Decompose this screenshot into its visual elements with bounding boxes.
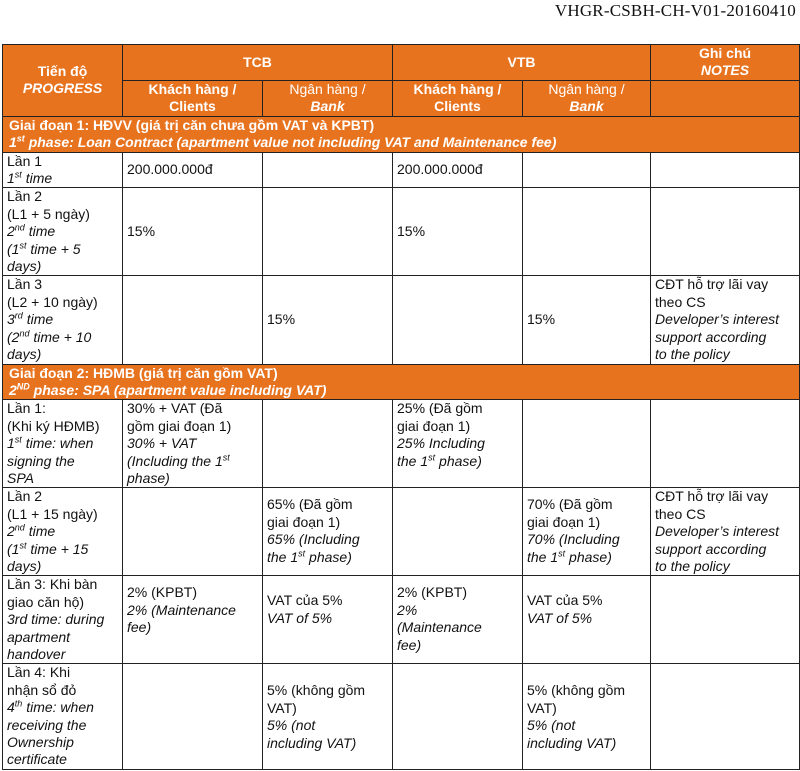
header-row-1 xyxy=(3,45,800,81)
vtb-client-cell: 25% (Đã gồm giai đoạn 1) 25% Including the 1st phase) xyxy=(393,400,523,488)
tcb-bank-cell xyxy=(263,188,393,276)
tcb-bank-cell: VAT của 5% VAT of 5% xyxy=(263,576,393,664)
tcb-client-cell: 2% (KPBT) 2% (Maintenance fee) xyxy=(123,576,263,664)
document-code: VHGR-CSBH-CH-V01-20160410 xyxy=(554,1,796,20)
tcb-bank-cell: 5% (không gồm VAT) 5% (not including VAT) xyxy=(263,664,393,769)
phase1-title-row xyxy=(3,116,800,152)
vtb-bank-cell xyxy=(523,152,651,188)
vtb-bank-cell xyxy=(523,400,651,488)
vtb-client-cell xyxy=(393,276,523,364)
progress-cell: Lần 3: Khi bàn giao căn hộ) 3rd time: during apartment handover xyxy=(3,576,123,664)
vtb-bank-cell xyxy=(523,188,651,276)
tcb-bank-cell: 65% (Đã gồm giai đoạn 1) 65% (Including the 1st phase) xyxy=(263,488,393,576)
progress-header: Tiến độ PROGRESS xyxy=(3,45,123,117)
notes-cell xyxy=(651,576,800,664)
table-row xyxy=(3,400,800,488)
tcb-client-cell: 200.000.000đ xyxy=(123,152,263,188)
vtb-bank-cell: 5% (không gồm VAT) 5% (not including VAT) xyxy=(523,664,651,769)
progress-cell: Lần 1 1st time xyxy=(3,152,123,188)
tcb-bank-cell xyxy=(263,152,393,188)
vtb-bank-cell: 15% xyxy=(523,276,651,364)
progress-cell: Lần 1: (Khi ký HĐMB) 1st time: when signing the SPA xyxy=(3,400,123,488)
notes-cell: CĐT hỗ trợ lãi vay theo CS Developer’s interest support according to the policy xyxy=(651,276,800,364)
progress-cell: Lần 4: Khi nhận sổ đỏ 4th time: when receiving the Ownership certificate xyxy=(3,664,123,769)
tcb-bank-cell: 15% xyxy=(263,276,393,364)
tcb-clients-header: Khách hàng / Clients xyxy=(123,80,263,116)
notes-cell xyxy=(651,400,800,488)
tcb-client-cell: 15% xyxy=(123,188,263,276)
vtb-header: VTB xyxy=(393,45,651,81)
payment-schedule-table xyxy=(2,44,800,770)
phase2-title-row xyxy=(3,364,800,400)
header-row-2 xyxy=(3,80,800,116)
tcb-client-cell xyxy=(123,488,263,576)
vtb-client-cell xyxy=(393,488,523,576)
vtb-client-cell: 200.000.000đ xyxy=(393,152,523,188)
vtb-bank-header: Ngân hàng / Bank xyxy=(523,80,651,116)
phase1-title: Giai đoạn 1: HĐVV (giá trị căn chưa gồm VAT và KPBT) 1st phase: Loan Contract (apartment value not including VAT and Maintenance fee) xyxy=(3,116,800,152)
notes-header: Ghi chú NOTES xyxy=(651,45,800,81)
notes-subheader xyxy=(651,80,800,116)
table-row xyxy=(3,488,800,576)
progress-cell: Lần 2 (L1 + 15 ngày) 2nd time (1st time + 15 days) xyxy=(3,488,123,576)
table-row xyxy=(3,152,800,188)
tcb-bank-header: Ngân hàng / Bank xyxy=(263,80,393,116)
table-row xyxy=(3,276,800,364)
tcb-client-cell: 30% + VAT (Đã gồm giai đoạn 1) 30% + VAT (Including the 1st phase) xyxy=(123,400,263,488)
vtb-client-cell xyxy=(393,664,523,769)
notes-cell xyxy=(651,188,800,276)
progress-cell: Lần 3 (L2 + 10 ngày) 3rd time (2nd time + 10 days) xyxy=(3,276,123,364)
tcb-client-cell xyxy=(123,276,263,364)
vtb-bank-cell: VAT của 5% VAT of 5% xyxy=(523,576,651,664)
progress-cell: Lần 2 (L1 + 5 ngày) 2nd time (1st time + 5 days) xyxy=(3,188,123,276)
table-row xyxy=(3,576,800,664)
notes-cell xyxy=(651,664,800,769)
vtb-client-cell: 15% xyxy=(393,188,523,276)
phase2-title: Giai đoạn 2: HĐMB (giá trị căn gồm VAT) 2ND phase: SPA (apartment value including VAT) xyxy=(3,364,800,400)
tcb-bank-cell xyxy=(263,400,393,488)
tcb-client-cell xyxy=(123,664,263,769)
table-row xyxy=(3,188,800,276)
notes-cell xyxy=(651,152,800,188)
table-row xyxy=(3,664,800,769)
vtb-clients-header: Khách hàng / Clients xyxy=(393,80,523,116)
notes-cell: CĐT hỗ trợ lãi vay theo CS Developer’s interest support according to the policy xyxy=(651,488,800,576)
tcb-header: TCB xyxy=(123,45,393,81)
vtb-client-cell: 2% (KPBT) 2% (Maintenance fee) xyxy=(393,576,523,664)
vtb-bank-cell: 70% (Đã gồm giai đoạn 1) 70% (Including the 1st phase) xyxy=(523,488,651,576)
